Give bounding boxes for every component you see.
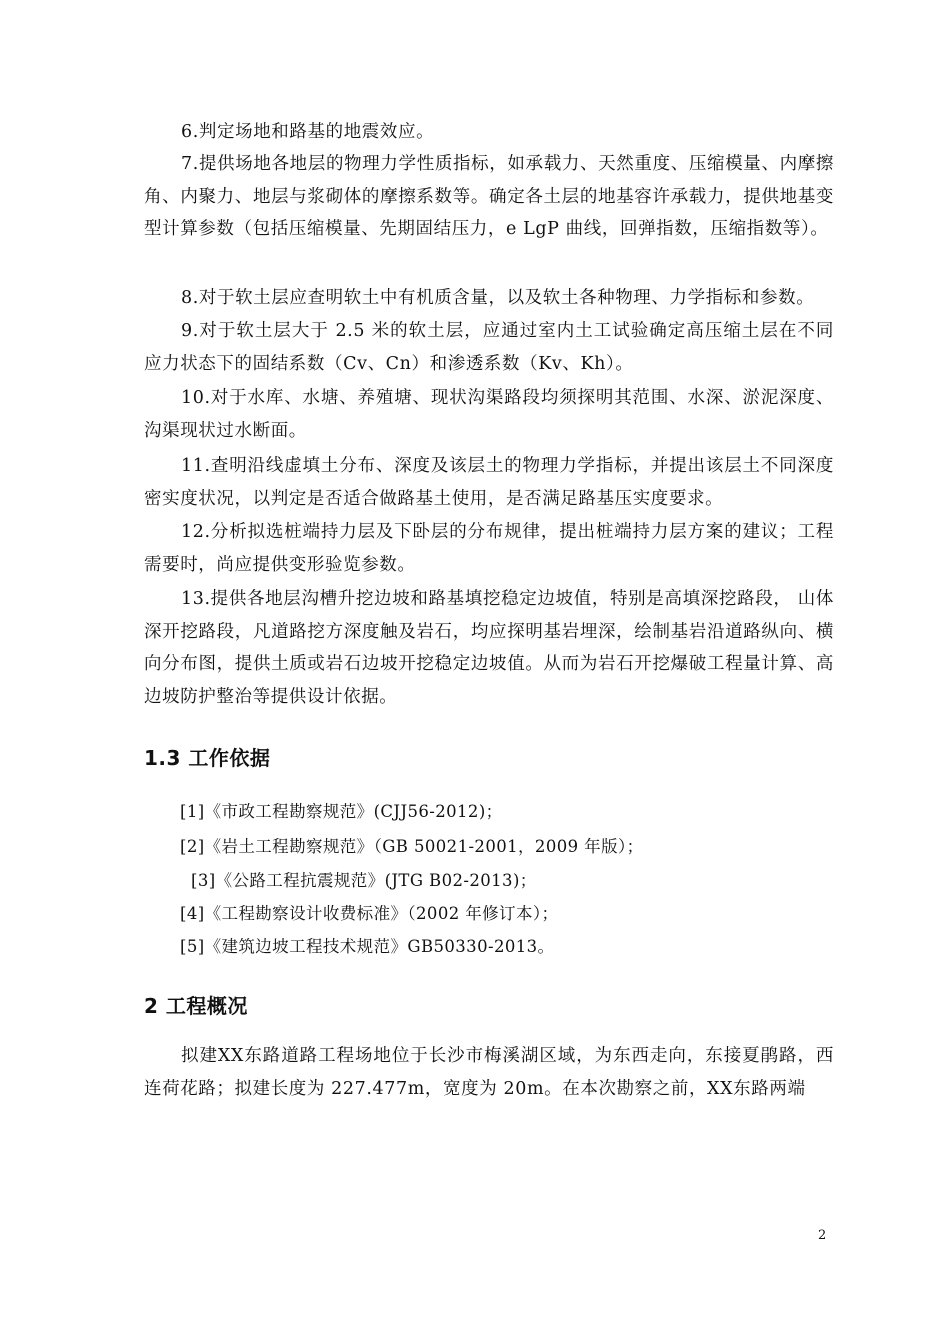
requirement-item-7: 7.提供场地各地层的物理力学性质指标，如承载力、天然重度、压缩模量、内摩擦角、内聚力、地层与浆砌体的摩擦系数等。确定各土层的地基容许承载力，提供地基变型计算参数（包括压缩模量、先期固结压力，e LgP 曲线，回弹指数，压缩指数等）。 — [144, 154, 834, 239]
page-number: 2 — [818, 1228, 827, 1243]
requirement-item-8: 8.对于软土层应查明软土中有机质含量，以及软土各种物理、力学指标和参数。 — [181, 288, 815, 308]
section-heading-work-basis: 1.3 工作依据 — [144, 746, 271, 770]
requirement-item-11: 11.查明沿线虚填土分布、深度及该层土的物理力学指标，并提出该层土不同深度密实度状况，以判定是否适合做路基土使用，是否满足路基压实度要求。 — [144, 456, 834, 509]
reference-item: [4]《工程勘察设计收费标准》（2002 年修订本）； — [180, 904, 559, 923]
reference-item: [1]《市政工程勘察规范》(CJJ56-2012)； — [180, 802, 503, 821]
reference-item: [5]《建筑边坡工程技术规范》GB50330-2013。 — [180, 937, 555, 956]
overview-paragraph: 拟建XX东路道路工程场地位于长沙市梅溪湖区域，为东西走向，东接夏鹃路，西连荷花路；拟建长度为 227.477m，宽度为 20m。在本次勘察之前，XX东路两端 — [144, 1046, 834, 1099]
requirement-item-9: 9.对于软土层大于 2.5 米的软土层，应通过室内土工试验确定高压缩土层在不同应力状态下的固结系数（Cv、Cn）和渗透系数（Kv、Kh）。 — [144, 321, 834, 374]
requirement-item-10: 10.对于水库、水塘、养殖塘、现状沟渠路段均须探明其范围、水深、淤泥深度、沟渠现状过水断面。 — [144, 388, 834, 441]
requirement-item-6: 6.判定场地和路基的地震效应。 — [181, 122, 435, 142]
reference-item: [3]《公路工程抗震规范》(JTG B02-2013)； — [191, 871, 537, 890]
requirement-item-13: 13.提供各地层沟槽升挖边坡和路基填挖稳定边坡值，特别是高填深挖路段， 山体深开挖路段，凡道路挖方深度触及岩石，均应探明基岩埋深，绘制基岩沿道路纵向、横向分布图，提供土质或岩石边坡开挖稳定边坡值。从而为岩石开挖爆破工程量计算、高边坡防护整治等提供设计依据。 — [144, 589, 834, 707]
section-heading-project-overview: 2 工程概况 — [144, 994, 248, 1018]
reference-item: [2]《岩土工程勘察规范》（GB 50021-2001，2009 年版）； — [180, 837, 644, 856]
requirement-item-12: 12.分析拟选桩端持力层及下卧层的分布规律，提出桩端持力层方案的建议；工程需要时，尚应提供变形验览参数。 — [144, 522, 834, 575]
